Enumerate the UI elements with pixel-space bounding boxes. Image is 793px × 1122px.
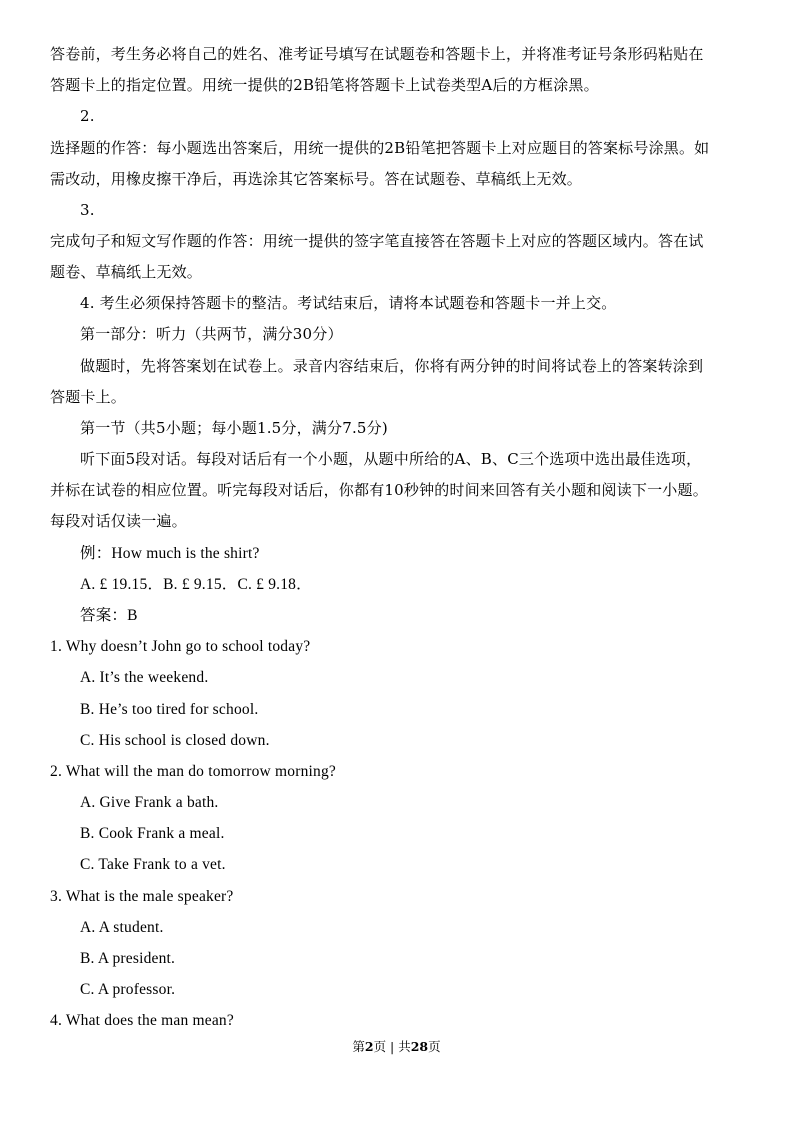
question-2-option-c: C. Take Frank to a vet. [80, 856, 226, 873]
question-1-option-b: B. He’s too tired for school. [80, 701, 259, 718]
directions-line-2: 答题卡上。 [50, 388, 127, 406]
instruction-line-5: 完成句子和短文写作题的作答：用统一提供的签字笔直接答在答题卡上对应的答题区域内。答在试 [50, 232, 704, 250]
question-2-option-b: B. Cook Frank a meal. [80, 825, 225, 842]
question-2-option-a: A. Give Frank a bath. [80, 794, 219, 811]
page-footer [0, 1038, 793, 1056]
directions-line-4: 并标在试卷的相应位置。听完每段对话后，你都有10秒钟的时间来回答有关小题和阅读下一小题。 [50, 481, 708, 499]
question-1: 1. Why doesn’t John go to school today? [50, 638, 311, 655]
section-heading-1: 第一节（共5小题；每小题1.5分，满分7.5分) [80, 419, 388, 437]
footer-total-pages: 28 [410, 1039, 429, 1054]
footer-page-prefix: 第 [352, 1039, 365, 1054]
instruction-line-4: 需改动，用橡皮擦干净后，再选涂其它答案标号。答在试题卷、草稿纸上无效。 [50, 170, 583, 188]
question-2: 2. What will the man do tomorrow morning? [50, 763, 337, 780]
question-4: 4. What does the man mean? [50, 1012, 234, 1029]
example-answer: 答案：B [80, 607, 138, 624]
directions-line-3: 听下面5段对话。每段对话后有一个小题，从题中所给的A、B、C三个选项中选出最佳选项， [80, 450, 702, 468]
section-heading-part1: 第一部分：听力（共两节，满分30分） [80, 325, 343, 343]
directions-line-5: 每段对话仅读一遍。 [50, 512, 187, 530]
instruction-line-1: 答卷前，考生务必将自己的姓名、准考证号填写在试题卷和答题卡上，并将准考证号条形码粘贴在 [50, 45, 704, 63]
footer-page-suffix: 页 [428, 1039, 441, 1054]
question-1-option-a: A. It’s the weekend. [80, 669, 209, 686]
directions-line-1: 做题时，先将答案划在试卷上。录音内容结束后，你将有两分钟的时间将试卷上的答案转涂到 [80, 357, 704, 375]
question-3-option-b: B. A president. [80, 950, 176, 967]
question-3-option-c: C. A professor. [80, 981, 176, 998]
example-question: 例：How much is the shirt? [80, 545, 260, 562]
item-number-3: 3. [80, 201, 95, 219]
instruction-line-2: 答题卡上的指定位置。用统一提供的2B铅笔将答题卡上试卷类型A后的方框涂黑。 [50, 76, 599, 94]
footer-page-number: 2 [364, 1039, 374, 1054]
question-1-option-c: C. His school is closed down. [80, 732, 270, 749]
instruction-line-6: 题卷、草稿纸上无效。 [50, 263, 203, 281]
example-options: A. £ 19.15．B. £ 9.15．C. £ 9.18． [80, 576, 312, 593]
instruction-line-7: 4. 考生必须保持答题卡的整洁。考试结束后，请将本试题卷和答题卡一并上交。 [80, 294, 617, 312]
instruction-line-3: 选择题的作答：每小题选出答案后，用统一提供的2B铅笔把答题卡上对应题目的答案标号涂黑。如 [50, 139, 710, 157]
item-number-2: 2. [80, 107, 95, 125]
footer-page-mid: 页 | 共 [373, 1039, 411, 1054]
question-3-option-a: A. A student. [80, 919, 164, 936]
question-3: 3. What is the male speaker? [50, 888, 234, 905]
